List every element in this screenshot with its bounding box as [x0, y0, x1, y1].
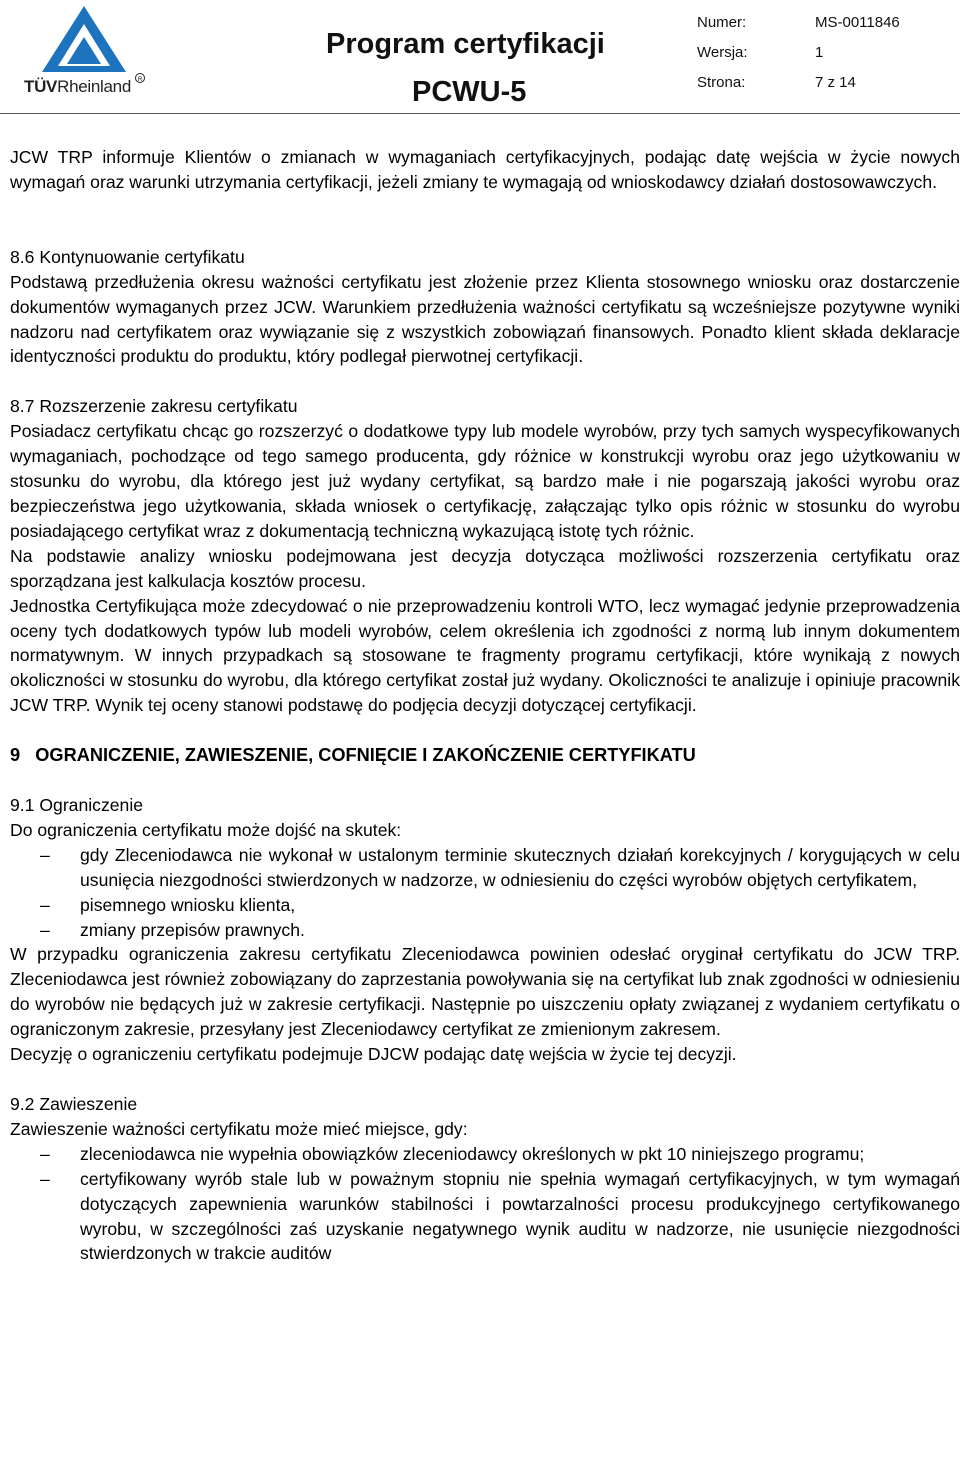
header-divider [0, 113, 960, 114]
list-item-text: zleceniodawca nie wypełnia obowiązków zleceniodawcy określonych w pkt 10 niniejszego programu; [80, 1143, 865, 1164]
list-item [10, 1167, 960, 1267]
section-9-2-intro: Zawieszenie ważności certyfikatu może mieć miejsce, gdy: [10, 1118, 468, 1139]
logo-wordmark [24, 77, 131, 97]
section-8-7-paragraph-3: Jednostka Certyfikująca może zdecydować o nie przeprowadzeniu kontroli WTO, lecz wymagać jedynie przeprowadzenia oceny tych dodatkowych typów lub modeli wyrobów, celem określenia ich zgodności z normą lub innym dokumentem normatywnym. W innych przypadkach są stosowane te fragmenty programu certyfikacji, które wynikają z nowych okoliczności w stosunku do wyrobu, dla którego certyfikat został już wydany. Okoliczności te analizuje i opiniuje pracownik JCW TRP. Wynik tej oceny stanowi podstawę do podjęcia decyzji dotyczącej certyfikacji. [10, 595, 960, 716]
document-title: Program certyfikacji [326, 28, 605, 60]
meta-strona-value: 7 z 14 [815, 74, 856, 91]
dash-bullet: – [40, 894, 50, 915]
section-9-1-heading: 9.1 Ograniczenie [10, 795, 144, 816]
dash-bullet: – [40, 919, 50, 940]
intro-paragraph: JCW TRP informuje Klientów o zmianach w wymaganiach certyfikacyjnych, podając datę wejścia w życie nowych wymagań oraz warunki utrzymania certyfikacji, jeżeli zmiany te wymagają od wnioskodawcy działań dostosowawczych. [10, 147, 960, 192]
document-body [10, 145, 960, 1266]
section-9-1-paragraph-1: W przypadku ograniczenia zakresu certyfikatu Zleceniodawca powinien odesłać oryginał certyfikatu do JCW TRP. Zleceniodawca jest również zobowiązany do zaprzestania powoływania się na certyfikat lub znak zgodności w odniesieniu do wyrobów nie będących już w zakresie certyfikacji. Następnie po uiszczeniu opłaty związanej z wydaniem certyfikatu o ograniczonym zakresie, przesyłany jest Zleceniodawcy certyfikat ze zmienionym zakresem. [10, 944, 960, 1040]
list-item [10, 918, 960, 943]
list-item [10, 893, 960, 918]
document-header [0, 0, 960, 115]
list-item-text: certyfikowany wyrób stale lub w poważnym stopniu nie spełnia wymagań certyfikacyjnych, w tym wymagań dotyczących zapewnienia warunków stabilności i powtarzalności procesu produkcyjnego certyfikowanego wyrobu, w szczególności zaś uzyskanie negatywnego wynik auditu w nadzorze, nie usunięcie niezgodności stwierdzonych w trakcie auditów [80, 1168, 960, 1264]
section-9-2-heading: 9.2 Zawieszenie [10, 1094, 138, 1114]
dash-bullet: – [40, 1143, 50, 1164]
svg-text:R: R [138, 77, 143, 83]
meta-numer [697, 14, 900, 31]
document-code: PCWU-5 [412, 76, 527, 108]
section-8-7-heading: 8.7 Rozszerzenie zakresu certyfikatu [10, 396, 298, 417]
list-item-text: gdy Zleceniodawca nie wykonał w ustalonym terminie skutecznych działań korekcyjnych / korygujących w celu usunięcia niezgodności stwierdzonych w nadzorze, w odniesieniu do części wyrobów objętych certyfikatem, [80, 844, 960, 890]
list-item [10, 1142, 960, 1167]
logo-wordmark-bold: TÜV [24, 77, 58, 96]
section-8-6-text: Podstawą przedłużenia okresu ważności certyfikatu jest złożenie przez Klienta stosownego wniosku oraz dostarczenie dokumentów wymaganych przez JCW. Warunkiem przedłużenia ważności certyfikatu są wcześniejsze pozytywne wyniki nadzoru nad certyfikatem oraz wywiązanie się z wszystkich zobowiązań finansowych. Ponadto klient składa deklaracje identyczności produktu do produktu, który podlegał pierwotnej certyfikacji. [10, 271, 960, 367]
logo-wordmark-thin: Rheinland [57, 77, 131, 96]
meta-wersja [697, 44, 823, 61]
dash-bullet: – [40, 1168, 50, 1189]
meta-numer-value: MS-0011846 [815, 14, 900, 31]
section-9-1-list [10, 843, 960, 943]
list-item-text: pisemnego wniosku klienta, [80, 894, 296, 915]
section-8-7-paragraph-2: Na podstawie analizy wniosku podejmowana jest decyzja dotycząca możliwości rozszerzenia certyfikatu oraz sporządzana jest kalkulacja kosztów procesu. [10, 545, 960, 591]
section-8-7-paragraph-1: Posiadacz certyfikatu chcąc go rozszerzyć o dodatkowe typy lub modele wyrobów, przy tych samych wyspecyfikowanych wymaganiach, pochodzące od tego samego producenta, gdy różnice w konstrukcji wyrobu oraz jego użytkowaniu w stosunku do wyrobu, dla którego jest już wydany certyfikat, są bardzo małe i nie pogarszają jakości wyrobu oraz bezpieczeństwa jego użytkowania, składa wniosek o certyfikację, załączając tylko opis różnic w stosunku do wyrobu posiadającego certyfikat wraz z dokumentacją techniczną wykazującą istotę tych różnic. [10, 421, 960, 541]
meta-wersja-value: 1 [815, 44, 824, 61]
list-item-text: zmiany przepisów prawnych. [80, 919, 305, 940]
section-9-1-intro: Do ograniczenia certyfikatu może dojść na skutek: [10, 819, 402, 840]
meta-strona [697, 74, 856, 91]
dash-bullet: – [40, 844, 50, 865]
section-8-6-heading: 8.6 Kontynuowanie certyfikatu [10, 246, 245, 267]
meta-wersja-label: Wersja: [697, 44, 748, 61]
section-9-heading: 9 OGRANICZENIE, ZAWIESZENIE, COFNIĘCIE I ZAKOŃCZENIE CERTYFIKATU [10, 745, 696, 766]
meta-strona-label: Strona: [697, 74, 746, 91]
section-9-1-paragraph-2: Decyzję o ograniczeniu certyfikatu podejmuje DJCW podając datę wejścia w życie tej decyzji. [10, 1044, 737, 1065]
section-9-2-list [10, 1142, 960, 1267]
list-item [10, 843, 960, 893]
meta-numer-label: Numer: [697, 14, 747, 31]
